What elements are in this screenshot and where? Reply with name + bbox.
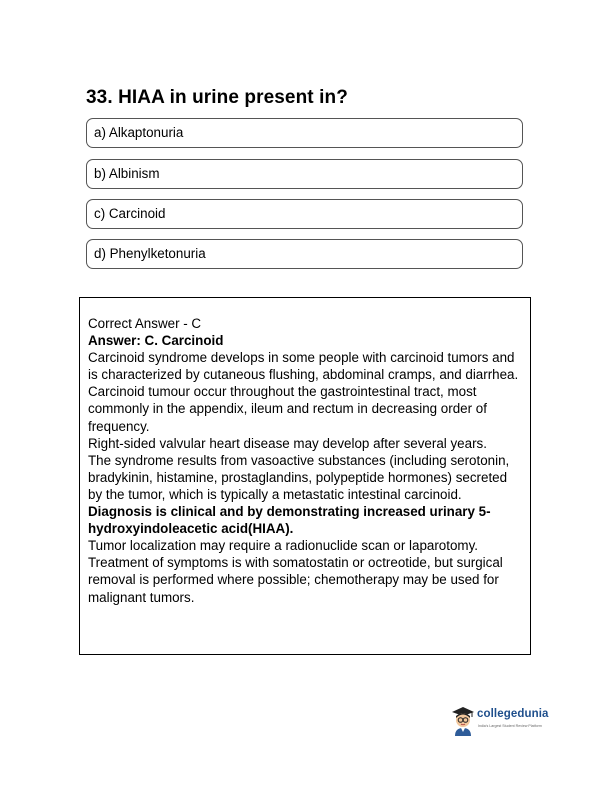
explanation-paragraph: Treatment of symptoms is with somatostatin or octreotide, but surgical removal is performed where possible; chemotherapy may be used for malignant tumors. bbox=[88, 555, 503, 605]
option-a[interactable]: a) Alkaptonuria bbox=[86, 118, 523, 148]
diagnosis-statement: Diagnosis is clinical and by demonstrating increased urinary 5-hydroxyindoleacetic acid(HIAA). bbox=[88, 504, 491, 537]
explanation-paragraph: The syndrome results from vasoactive substances (including serotonin, bradykinin, histamine, prostaglandins, polypeptide hormones) secreted by the tumor, which is typically a metastatic intestinal carcinoid. bbox=[88, 452, 510, 502]
option-d[interactable]: d) Phenylketonuria bbox=[86, 239, 523, 269]
option-c[interactable]: c) Carcinoid bbox=[86, 199, 523, 229]
explanation-paragraph: Tumor localization may require a radionuclide scan or laparotomy. bbox=[88, 538, 478, 554]
option-b[interactable]: b) Albinism bbox=[86, 159, 523, 189]
answer-explanation-box bbox=[79, 297, 531, 655]
explanation-paragraph: Carcinoid tumour occur throughout the gastrointestinal tract, most commonly in the appendix, ileum and rectum in decreasing order of frequency. bbox=[88, 384, 487, 434]
student-mascot-icon bbox=[450, 703, 476, 737]
logo-wordmark: collegedunia bbox=[477, 708, 549, 720]
correct-answer-line: Correct Answer - C bbox=[88, 316, 202, 331]
answer-title: Answer: C. Carcinoid bbox=[88, 333, 224, 349]
logo-tagline: India's Largest Student Review Platform bbox=[478, 724, 542, 728]
question-title: 33. HIAA in urine present in? bbox=[86, 87, 348, 108]
explanation-paragraph: Right-sided valvular heart disease may develop after several years. bbox=[88, 435, 487, 451]
collegedunia-logo[interactable] bbox=[450, 703, 570, 739]
explanation-paragraph: Carcinoid syndrome develops in some people with carcinoid tumors and is characterized by cutaneous flushing, abdominal cramps, and diarrhea. bbox=[88, 350, 519, 383]
